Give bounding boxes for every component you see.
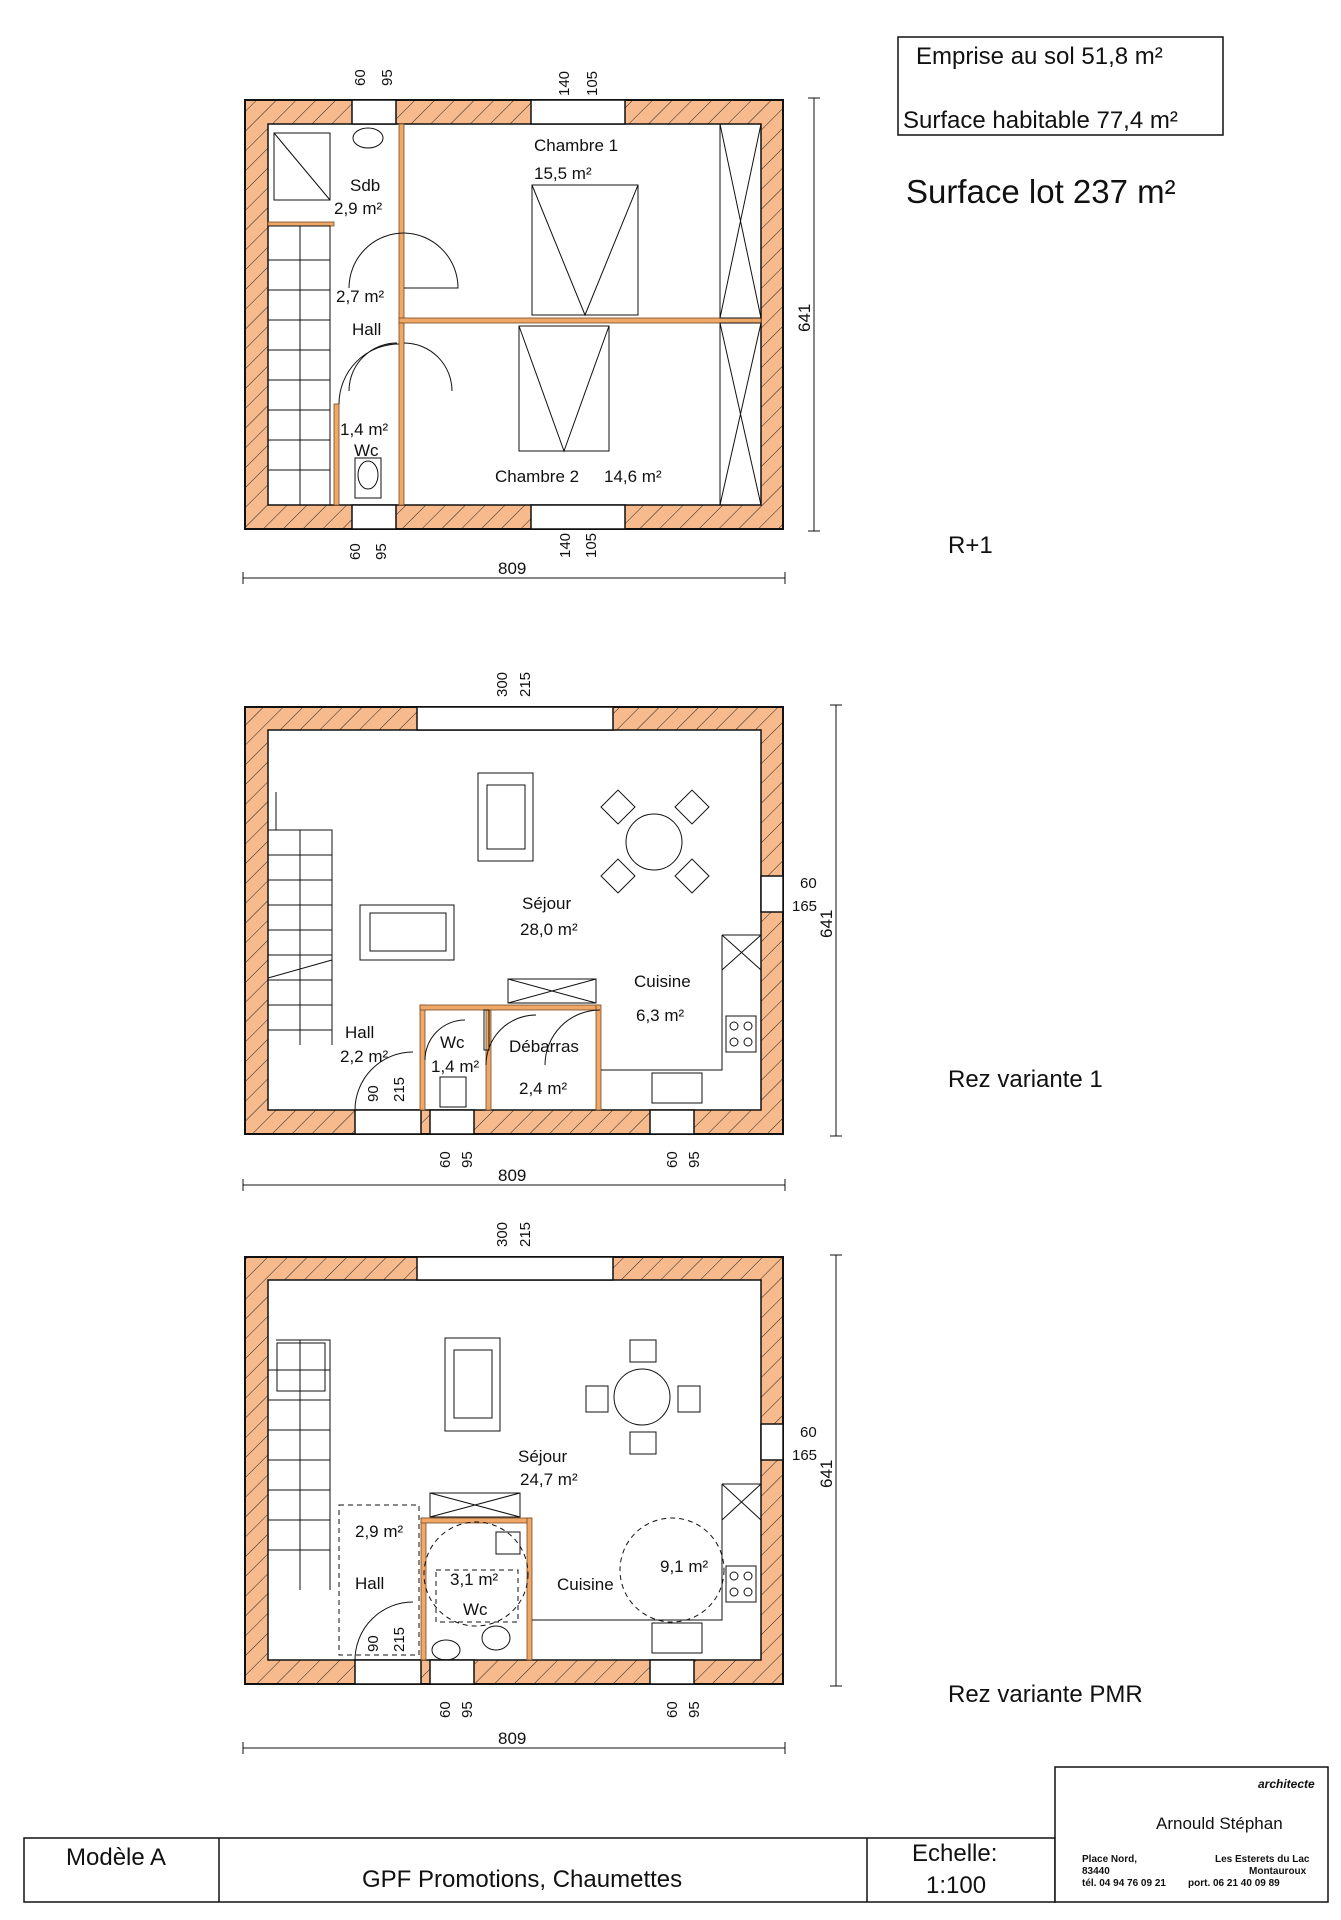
rez1-dim-bot-wc-a: 60 xyxy=(437,1151,454,1168)
r1-dim-top-sdb-a: 60 xyxy=(352,69,369,86)
pmr-dim-bot-k-a: 60 xyxy=(664,1701,681,1718)
habitable-text: Surface habitable 77,4 m² xyxy=(903,107,1178,134)
pmr-window-wc xyxy=(430,1660,474,1684)
pmr-width-dim: 809 xyxy=(498,1729,527,1748)
r1-level-label: R+1 xyxy=(948,532,993,559)
rez1-dim-top-b: 215 xyxy=(517,671,534,697)
pmr-dim-bot-k-b: 95 xyxy=(686,1701,703,1718)
rez1-dim-right-b: 165 xyxy=(792,898,818,915)
rez1-dim-bot-wc-b: 95 xyxy=(459,1151,476,1168)
rez1-area-cuisine: 6,3 m² xyxy=(636,1006,685,1025)
pmr-room-wc: Wc xyxy=(463,1600,488,1619)
architect-tag: architecte xyxy=(1258,1777,1315,1791)
pmr-area-wc: 3,1 m² xyxy=(450,1570,499,1589)
rez1-dim-bot-k-b: 95 xyxy=(686,1151,703,1168)
pmr-dim-right-a: 60 xyxy=(800,1424,817,1441)
r1-room-chambre2: Chambre 2 xyxy=(495,467,580,486)
r1-window-ch2 xyxy=(531,505,625,529)
plan-r1 xyxy=(243,69,993,584)
rez1-dim-right-a: 60 xyxy=(800,875,817,892)
r1-area-hall: 2,7 m² xyxy=(336,287,385,306)
r1-dim-top-ch-a: 140 xyxy=(556,70,573,96)
plan-rez-variante-pmr xyxy=(243,1222,1143,1754)
rez1-area-sejour: 28,0 m² xyxy=(520,920,578,939)
emprise-text: Emprise au sol 51,8 m² xyxy=(916,43,1163,70)
plan-rez-variante-1 xyxy=(243,672,1103,1191)
pmr-dim-top-a: 300 xyxy=(494,1221,511,1247)
rez1-room-debarras: Débarras xyxy=(509,1037,579,1056)
rez1-window-top xyxy=(417,707,613,730)
pmr-dim-bot-wc-b: 95 xyxy=(459,1701,476,1718)
address-1-right: Les Esterets du Lac xyxy=(1215,1854,1310,1865)
rez1-room-sejour: Séjour xyxy=(522,894,572,913)
r1-dim-top-ch-b: 105 xyxy=(584,70,601,96)
architect-name: Arnould Stéphan xyxy=(1156,1814,1283,1833)
r1-window-wc xyxy=(352,505,396,529)
pmr-room-cuisine: Cuisine xyxy=(557,1575,614,1594)
r1-area-chambre2: 14,6 m² xyxy=(604,467,662,486)
rez1-height-dim: 641 xyxy=(817,909,836,938)
pmr-window-kitchen xyxy=(650,1660,694,1684)
rez1-width-dim: 809 xyxy=(498,1166,527,1185)
pmr-area-sejour: 24,7 m² xyxy=(520,1470,578,1489)
pmr-dim-bot-wc-a: 60 xyxy=(437,1701,454,1718)
r1-area-wc: 1,4 m² xyxy=(340,420,389,439)
r1-room-sdb: Sdb xyxy=(350,176,381,195)
rez1-room-hall: Hall xyxy=(345,1023,375,1042)
pmr-area-cuisine: 9,1 m² xyxy=(660,1557,709,1576)
pmr-room-hall: Hall xyxy=(355,1574,385,1593)
lot-surface-text: Surface lot 237 m² xyxy=(906,173,1176,210)
mobile-text: port. 06 21 40 09 89 xyxy=(1188,1878,1280,1889)
rez1-dim-door-b: 215 xyxy=(391,1076,408,1102)
r1-window-ch1 xyxy=(531,100,625,124)
pmr-height-dim: 641 xyxy=(817,1459,836,1488)
r1-dim-bot-wc-a: 60 xyxy=(347,543,364,560)
r1-width-dim: 809 xyxy=(498,559,527,578)
rez1-window-kitchen xyxy=(650,1110,694,1134)
address-1-left: Place Nord, xyxy=(1082,1854,1138,1865)
r1-room-wc: Wc xyxy=(354,441,379,460)
model-name: Modèle A xyxy=(66,1844,167,1871)
pmr-area-hall: 2,9 m² xyxy=(355,1522,404,1541)
r1-dim-bot-ch-a: 140 xyxy=(557,532,574,558)
pmr-dim-top-b: 215 xyxy=(517,1221,534,1247)
address-2-right: Montauroux xyxy=(1249,1866,1307,1877)
r1-area-chambre1: 15,5 m² xyxy=(534,164,592,183)
rez1-level-label: Rez variante 1 xyxy=(948,1066,1103,1093)
r1-dim-top-sdb-b: 95 xyxy=(379,69,396,86)
rez1-area-debarras: 2,4 m² xyxy=(519,1079,568,1098)
r1-height-dim: 641 xyxy=(795,303,814,332)
r1-room-chambre1: Chambre 1 xyxy=(534,136,619,155)
address-2-left: 83440 xyxy=(1082,1866,1110,1877)
rez1-room-wc: Wc xyxy=(440,1033,465,1052)
r1-room-hall: Hall xyxy=(352,320,382,339)
scale-label: Echelle: xyxy=(912,1840,998,1867)
rez1-room-cuisine: Cuisine xyxy=(634,972,691,991)
pmr-entry-door xyxy=(355,1660,421,1684)
rez1-window-right xyxy=(761,876,783,912)
pmr-window-right xyxy=(761,1424,783,1460)
r1-dim-bot-wc-b: 95 xyxy=(373,543,390,560)
pmr-dim-door-b: 215 xyxy=(391,1626,408,1652)
r1-dim-bot-ch-b: 105 xyxy=(583,532,600,558)
pmr-level-label: Rez variante PMR xyxy=(948,1681,1143,1708)
rez1-area-wc: 1,4 m² xyxy=(431,1057,480,1076)
r1-window-sdb xyxy=(352,100,396,124)
rez1-dim-top-a: 300 xyxy=(494,671,511,697)
rez1-dim-door-a: 90 xyxy=(365,1085,382,1102)
pmr-room-sejour: Séjour xyxy=(518,1447,568,1466)
title-block xyxy=(24,1767,1328,1902)
pmr-dim-right-b: 165 xyxy=(792,1447,818,1464)
pmr-dim-door-a: 90 xyxy=(365,1635,382,1652)
r1-area-sdb: 2,9 m² xyxy=(334,199,383,218)
rez1-dim-bot-k-a: 60 xyxy=(664,1151,681,1168)
rez1-window-wc xyxy=(430,1110,474,1134)
phone-text: tél. 04 94 76 09 21 xyxy=(1082,1878,1166,1889)
surface-summary xyxy=(898,37,1223,210)
rez1-area-hall: 2,2 m² xyxy=(340,1047,389,1066)
rez1-entry-door xyxy=(355,1110,421,1134)
pmr-window-top xyxy=(417,1257,613,1280)
project-name: GPF Promotions, Chaumettes xyxy=(362,1866,683,1893)
scale-value: 1:100 xyxy=(926,1872,987,1899)
